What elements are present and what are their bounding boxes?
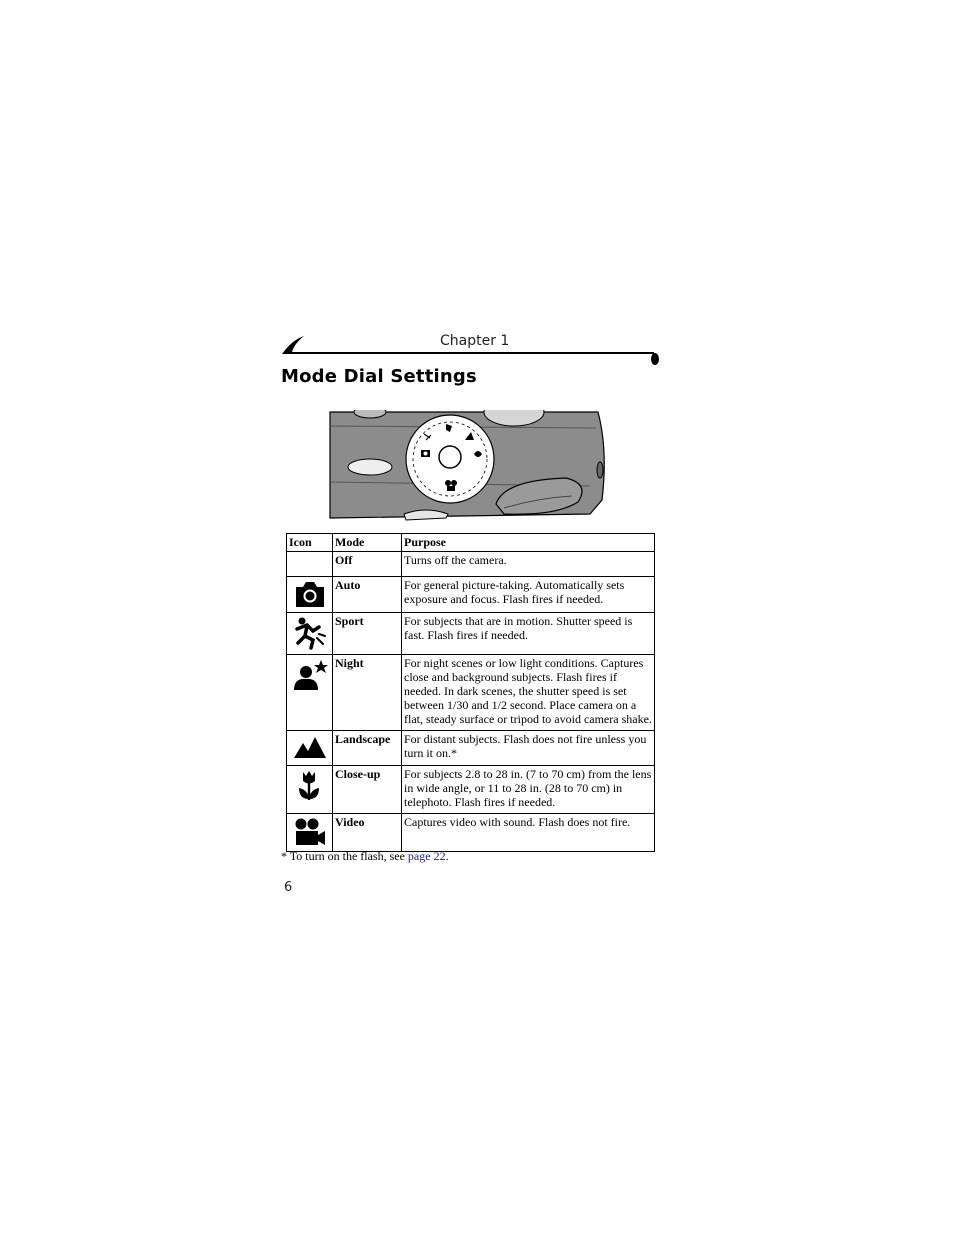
table-row-sport bbox=[287, 613, 655, 655]
mode-name: Off bbox=[333, 552, 402, 577]
table-header-row bbox=[287, 534, 655, 552]
column-header-mode: Mode bbox=[333, 534, 402, 552]
mode-name: Close-up bbox=[333, 766, 402, 814]
icon-cell bbox=[287, 766, 333, 814]
table-row-auto bbox=[287, 577, 655, 613]
mode-dial-table bbox=[286, 533, 655, 852]
icon-cell bbox=[287, 552, 333, 577]
mode-purpose: Captures video with sound. Flash does not fire. bbox=[402, 814, 655, 852]
table-row-close-up bbox=[287, 766, 655, 814]
camera-icon bbox=[293, 580, 327, 608]
footnote-end: . bbox=[445, 849, 449, 863]
footnote-text: * To turn on the flash, see bbox=[281, 849, 408, 863]
close-up-tulip-icon bbox=[293, 769, 327, 803]
icon-cell bbox=[287, 731, 333, 766]
icon-cell bbox=[287, 655, 333, 731]
sport-runner-icon bbox=[293, 616, 327, 650]
table-row-night bbox=[287, 655, 655, 731]
column-header-purpose: Purpose bbox=[402, 534, 655, 552]
mode-purpose: For subjects 2.8 to 28 in. (7 to 70 cm) from the lens in wide angle, or 11 to 28 in. (28 to 70 cm) in telephoto. Flash fires if needed. bbox=[402, 766, 655, 814]
page-22-link[interactable]: page 22 bbox=[407, 849, 446, 863]
mode-purpose: For night scenes or low light conditions. Captures close and background subjects. Flash fires if needed. In dark scenes, the shutter speed is set between 1/30 and 1/2 second. Place camera on a flat, steady surface or tripod to avoid camera shake. bbox=[402, 655, 655, 731]
table-row-off bbox=[287, 552, 655, 577]
mode-name: Video bbox=[333, 814, 402, 852]
chapter-label: Chapter 1 bbox=[440, 333, 510, 349]
mode-name: Landscape bbox=[333, 731, 402, 766]
icon-cell bbox=[287, 814, 333, 852]
mode-name: Auto bbox=[333, 577, 402, 613]
mode-purpose: For subjects that are in motion. Shutter speed is fast. Flash fires if needed. bbox=[402, 613, 655, 655]
landscape-mountains-icon bbox=[293, 734, 327, 760]
icon-cell bbox=[287, 577, 333, 613]
column-header-icon: Icon bbox=[287, 534, 333, 552]
mode-dial-illustration bbox=[328, 410, 608, 522]
icon-cell bbox=[287, 613, 333, 655]
flash-footnote bbox=[281, 849, 449, 864]
table-row-video bbox=[287, 814, 655, 852]
table-row-landscape bbox=[287, 731, 655, 766]
night-portrait-icon bbox=[293, 658, 329, 692]
mode-purpose: For distant subjects. Flash does not fire unless you turn it on.* bbox=[402, 731, 655, 766]
mode-purpose: Turns off the camera. bbox=[402, 552, 655, 577]
page-title: Mode Dial Settings bbox=[281, 366, 477, 387]
mode-purpose: For general picture-taking. Automatically sets exposure and focus. Flash fires if needed. bbox=[402, 577, 655, 613]
video-camera-icon bbox=[293, 817, 327, 847]
mode-name: Night bbox=[333, 655, 402, 731]
mode-name: Sport bbox=[333, 613, 402, 655]
page-number: 6 bbox=[284, 880, 293, 895]
